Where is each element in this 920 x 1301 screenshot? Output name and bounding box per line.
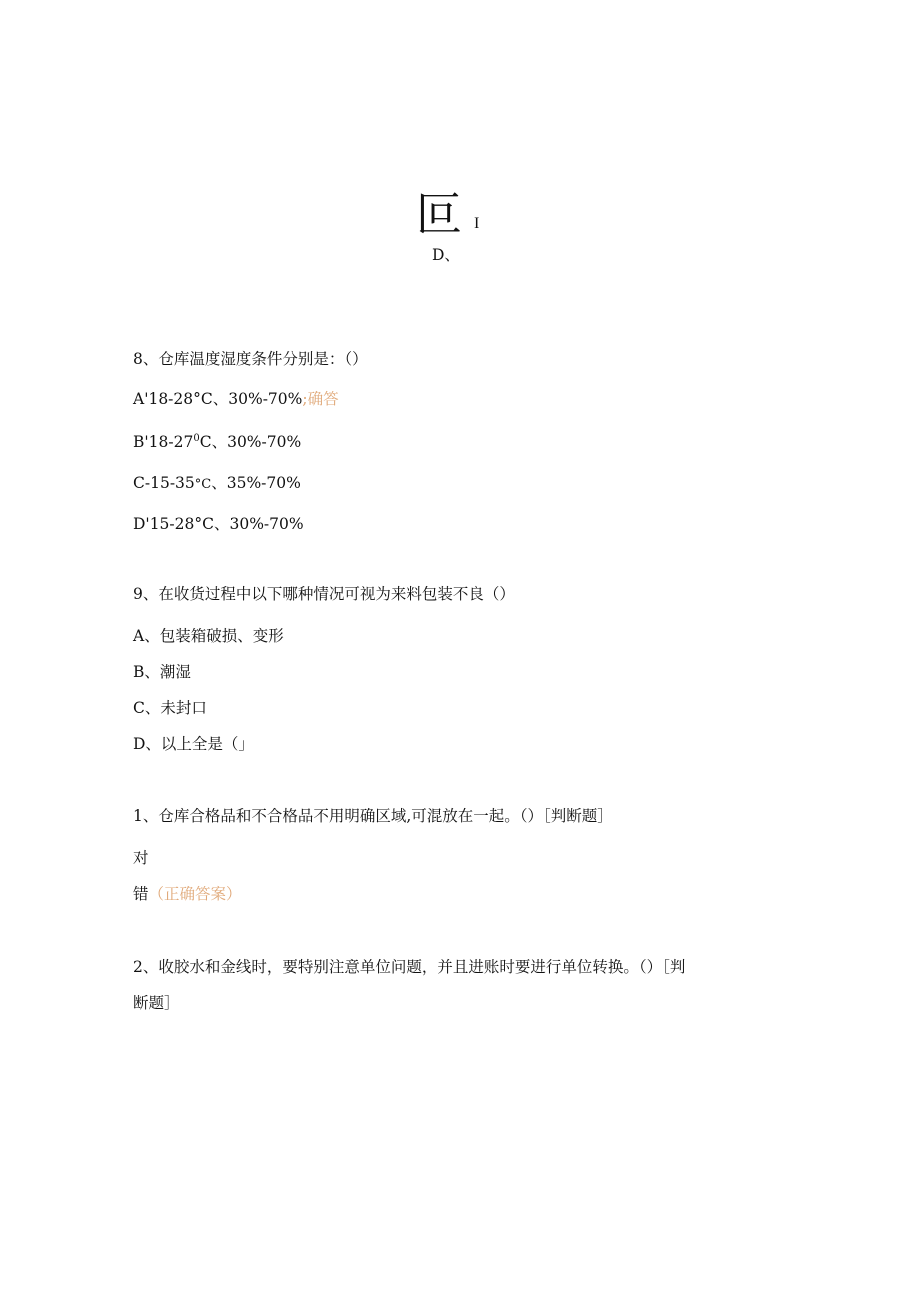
tf1-question: 1、仓库合格品和不合格品不用明确区域,可混放在一起。（）［判断题］: [133, 807, 613, 825]
q8-option-b-post: C、30%-70%: [199, 433, 302, 451]
q8-option-a-text: A'18-28°C、30%-70%: [133, 390, 303, 408]
tf1-option-true: 对: [133, 849, 149, 867]
q8-option-c-post: 、35%-70%: [211, 474, 301, 492]
q8-option-a: [133, 389, 339, 409]
q8-option-c: [133, 473, 301, 495]
tf1-answer-mark: （正确答案）: [148, 885, 242, 903]
q9-question: 9、在收货过程中以下哪种情况可视为来料包装不良（）: [133, 585, 515, 603]
previous-option-d: D、: [432, 246, 460, 264]
q9-option-b: B、潮湿: [133, 663, 191, 681]
q8-option-b: [133, 432, 301, 452]
q8-option-c-pre: C-15-35: [133, 474, 195, 492]
q8-option-d: D'15-28°C、30%-70%: [133, 515, 304, 533]
tf2-question-line2: 断题］: [133, 994, 180, 1012]
q8-option-c-unit: °C: [194, 477, 212, 492]
q9-option-c: C、未封口: [133, 699, 207, 717]
q8-question: 8、仓库温度湿度条件分别是：（）: [133, 350, 368, 368]
header-glyph-suffix: I: [474, 215, 480, 232]
q8-answer-mark: ;确答: [302, 390, 339, 408]
q9-option-d: D、以上全是（」: [133, 735, 254, 753]
q8-option-b-sup: 0: [193, 432, 200, 444]
header-glyph: 叵: [416, 187, 462, 241]
q8-option-b-pre: B'18-27: [133, 433, 194, 451]
tf1-option-false-text: 错: [133, 885, 149, 903]
q9-option-a: A、包装箱破损、变形: [133, 627, 284, 645]
tf2-question-line1: 2、收胶水和金线时，要特别注意单位问题，并且进账时要进行单位转换。（）［判: [133, 958, 686, 976]
tf1-option-false: [133, 884, 242, 904]
